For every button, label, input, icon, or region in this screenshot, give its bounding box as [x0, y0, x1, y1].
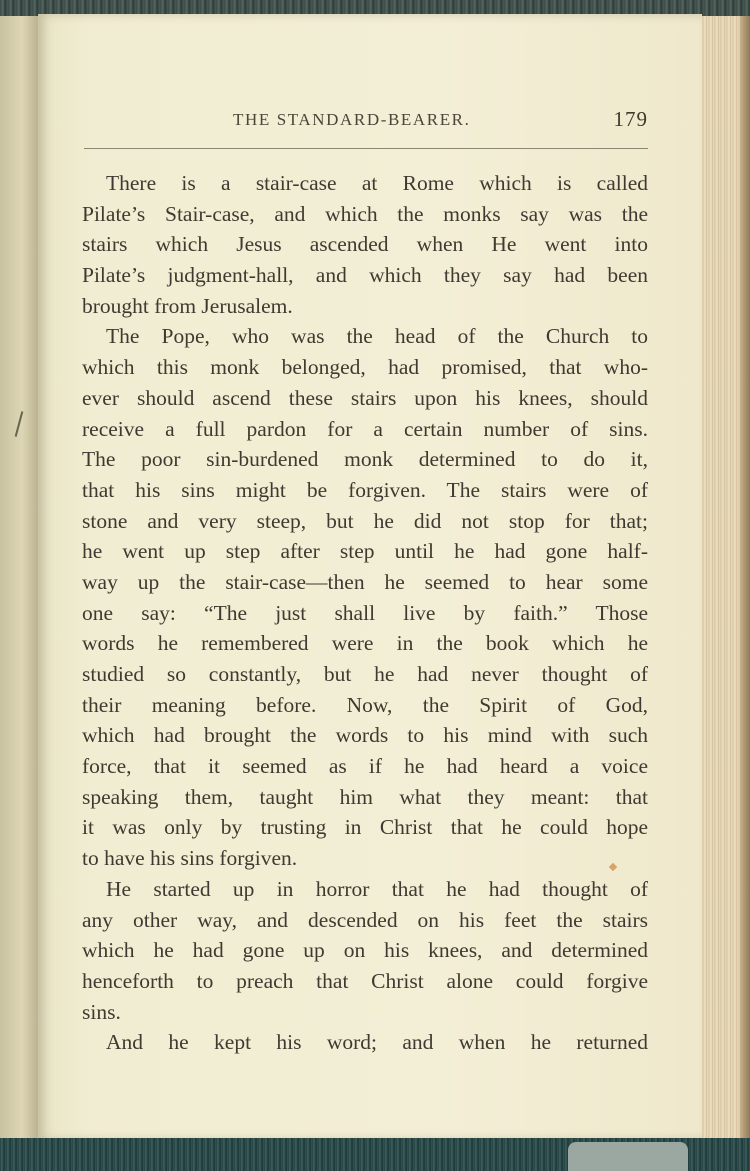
text-line: which he had gone up on his knees, and determined: [82, 938, 648, 963]
text-line: force, that it seemed as if he had heard a voice: [82, 754, 648, 779]
text-line: stone and very steep, but he did not stop for that;: [82, 508, 648, 533]
text-line: speaking them, taught him what they meant: that: [82, 784, 648, 809]
text-line: it was only by trusting in Christ that he could hope: [82, 815, 648, 840]
text-line: And he kept his word; and when he returned: [106, 1030, 648, 1055]
page-mark: [15, 411, 24, 437]
running-title: THE STANDARD-BEARER.: [233, 110, 471, 129]
text-line: he went up step after step until he had gone half-: [82, 539, 648, 564]
header-rule: [84, 148, 648, 149]
text-line: ever should ascend these stairs upon his knees, should: [82, 385, 648, 410]
text-line: There is a stair-case at Rome which is called: [106, 171, 648, 195]
bookmark-tab: [568, 1142, 688, 1171]
text-line: receive a full pardon for a certain number of sins.: [82, 416, 648, 441]
text-line: way up the stair-case—then he seemed to hear some: [82, 569, 648, 594]
text-line: their meaning before. Now, the Spirit of God,: [82, 692, 648, 717]
page-number: 179: [613, 107, 648, 131]
body-text: [82, 168, 648, 1058]
text-line: that his sins might be forgiven. The stairs were of: [82, 477, 648, 502]
text-line: which had brought the words to his mind with such: [82, 723, 648, 748]
text-line: Pilate’s judgment-hall, and which they say had been: [82, 263, 648, 288]
text-line: one say: “The just shall live by faith.” Those: [82, 600, 648, 625]
text-line: He started up in horror that he had thought of: [106, 876, 648, 901]
text-line: The Pope, who was the head of the Church to: [106, 324, 648, 349]
text-line: which this monk belonged, had promised, that who-: [82, 355, 648, 380]
page-stack-edge: [695, 16, 750, 1140]
text-line: Pilate’s Stair-case, and which the monks say was the: [82, 201, 648, 226]
text-line: sins.: [82, 999, 121, 1024]
text-line: to have his sins forgiven.: [82, 846, 298, 871]
text-line: brought from Jerusalem.: [82, 293, 293, 318]
text-line: studied so constantly, but he had never thought of: [82, 662, 648, 686]
text-line: stairs which Jesus ascended when He went into: [82, 232, 648, 257]
text-line: words he remembered were in the book which he: [82, 631, 648, 656]
book-page: [38, 14, 702, 1140]
text-line: The poor sin-burdened monk determined to do it,: [82, 447, 648, 472]
book-cover-bottom-edge: [0, 1138, 750, 1171]
text-line: any other way, and descended on his feet the stairs: [82, 907, 648, 932]
running-head: [88, 107, 648, 140]
previous-page-edge: [0, 16, 40, 1140]
text-line: henceforth to preach that Christ alone could forgive: [82, 968, 648, 993]
